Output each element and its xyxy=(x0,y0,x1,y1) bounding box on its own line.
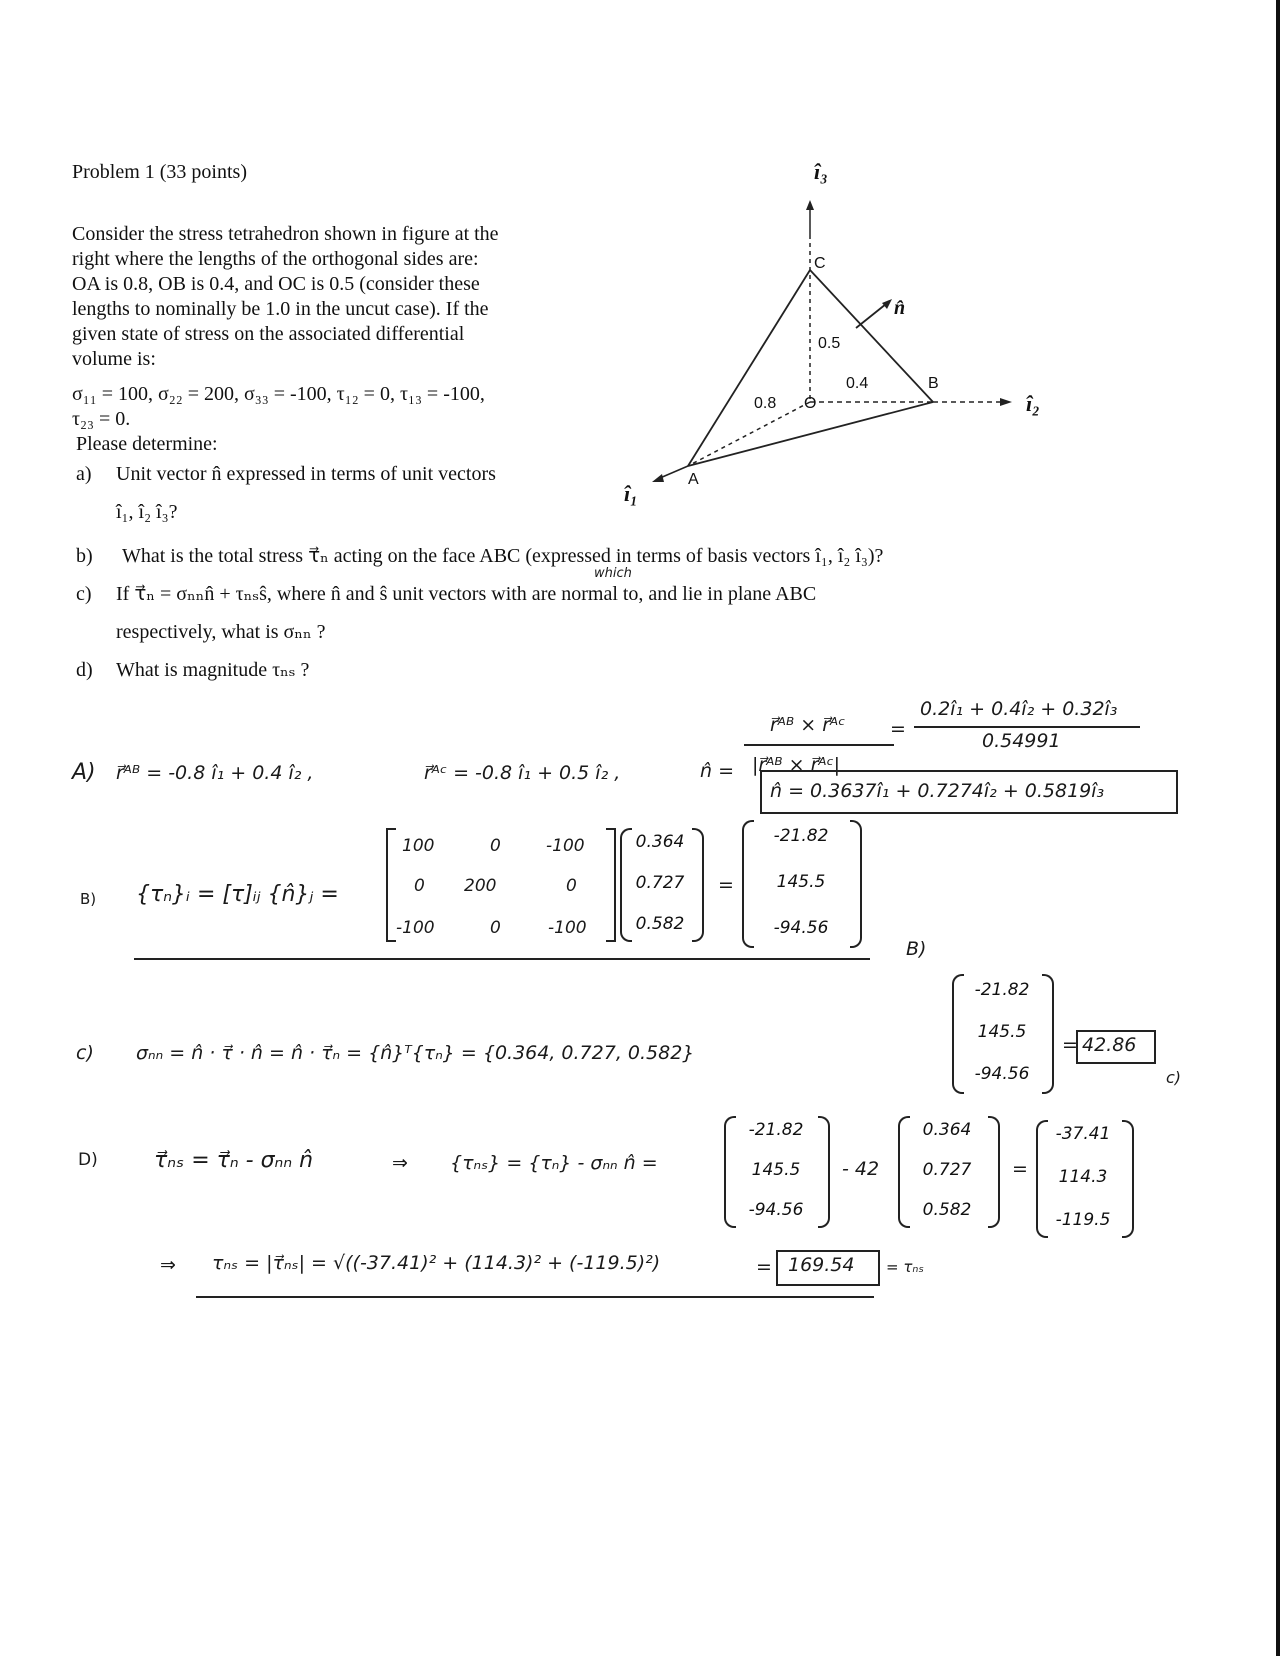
normal-vector-arrowhead xyxy=(882,299,892,309)
vector-rab: r⃗ᴬᴮ = -0.8 î₁ + 0.4 î₂ , xyxy=(116,762,314,784)
section-underline xyxy=(134,958,870,960)
which-annotation: which xyxy=(594,566,632,581)
question-a-text: î₁, î₂ î₃? xyxy=(116,501,178,523)
matrix-cell: -100 xyxy=(548,918,587,938)
matrix-cell: -100 xyxy=(396,918,435,938)
normal-vector-bracket-right xyxy=(692,828,704,942)
stress-matrix-bracket-left xyxy=(386,828,396,942)
length-ob-label: 0.4 xyxy=(846,375,869,392)
question-a-text: Unit vector n̂ expressed in terms of unit vectors xyxy=(116,463,496,485)
intro-line: volume is: xyxy=(72,348,156,370)
stress-state-line: σ₁₁ = 100, σ₂₂ = 200, σ₃₃ = -100, τ₁₂ = 0, τ₁₃ = -100, xyxy=(72,383,485,405)
shear-vector-definition: τ⃗ₙₛ = τ⃗ₙ - σₙₙ n̂ xyxy=(154,1148,314,1173)
vector-cell: 145.5 xyxy=(977,1022,1027,1042)
problem-title: Problem 1 (33 points) xyxy=(72,161,247,183)
length-oc-label: 0.5 xyxy=(818,335,841,352)
solution-d-label: D) xyxy=(78,1150,98,1170)
normal-stress-result: 42.86 xyxy=(1082,1034,1137,1056)
part-b-tag: B) xyxy=(906,938,927,960)
axis-i1-arrowhead xyxy=(652,474,664,482)
question-c-text: If τ⃗ₙ = σₙₙn̂ + τₙₛŝ, where n̂ and ŝ unit vectors with are normal to, and lie in plane ABC xyxy=(116,583,817,605)
matrix-cell: 0 xyxy=(490,918,501,938)
intro-line: right where the lengths of the orthogonal sides are: xyxy=(72,248,479,270)
page-edge xyxy=(1276,0,1280,1656)
part-c-tag: c) xyxy=(1166,1068,1182,1087)
vector-bracket-right xyxy=(1122,1120,1134,1238)
vector-cell: 0.364 xyxy=(922,1120,972,1140)
normal-lhs: n̂ = xyxy=(700,760,735,782)
intro-line: lengths to nominally be 1.0 in the uncut case). If the xyxy=(72,298,489,320)
length-oa-label: 0.8 xyxy=(754,395,777,412)
normal-vector-column xyxy=(628,832,692,934)
shear-result: 169.54 xyxy=(788,1254,855,1276)
solution-a-label: A) xyxy=(72,760,96,785)
matrix-cell: 100 xyxy=(402,836,435,856)
shear-column xyxy=(1044,1124,1122,1230)
vector-cell: -94.56 xyxy=(773,918,829,938)
matrix-cell: 0 xyxy=(414,876,425,896)
normal-stress-expression: σₙₙ = n̂ · τ⃗ · n̂ = n̂ · τ⃗ₙ = {n̂}ᵀ{τₙ} = {0.364, 0.727, 0.582} xyxy=(136,1042,695,1064)
matrix-cell: -100 xyxy=(546,836,585,856)
implies-arrow: ⇒ xyxy=(392,1152,408,1174)
axis-i2-label: î₂ xyxy=(1026,391,1040,416)
axis-i3-arrowhead xyxy=(806,200,814,210)
fraction-denominator: 0.54991 xyxy=(982,730,1061,752)
vector-cell: -119.5 xyxy=(1055,1210,1111,1230)
shear-vector-expression: {τₙₛ} = {τₙ} - σₙₙ n̂ = xyxy=(450,1152,658,1174)
traction-equation: {τₙ}ᵢ = [τ]ᵢⱼ {n̂}ⱼ = xyxy=(136,882,339,907)
vector-bracket-right xyxy=(818,1116,830,1228)
vector-bracket-right xyxy=(988,1116,1000,1228)
normal-numerator: r⃗ᴬᴮ × r⃗ᴬᶜ xyxy=(770,714,846,736)
normal-result: n̂ = 0.3637î₁ + 0.7274î₂ + 0.5819î₃ xyxy=(770,780,1105,802)
equals-sign: = xyxy=(756,1256,772,1278)
normal-denominator: |r⃗ᴬᴮ × r⃗ᴬᶜ| xyxy=(752,754,841,776)
vertex-o-label: O xyxy=(804,395,817,412)
normal-vector-line xyxy=(856,304,886,328)
axis-i1-label: î₁ xyxy=(624,481,638,506)
question-d-text: What is magnitude τₙₛ ? xyxy=(116,659,310,681)
stress-matrix-bracket-right xyxy=(606,828,616,942)
determine-label: Please determine: xyxy=(76,433,218,455)
matrix-cell: 0 xyxy=(566,876,577,896)
vector-cell: 0.727 xyxy=(922,1160,972,1180)
fraction-bar xyxy=(744,744,894,746)
traction-vector-bracket-right xyxy=(1042,974,1054,1094)
equals-sign: = xyxy=(1062,1034,1078,1056)
traction-vector-column xyxy=(960,980,1044,1084)
question-a-label: a) xyxy=(76,463,92,485)
vector-cell: -21.82 xyxy=(748,1120,804,1140)
vector-rac: r⃗ᴬᶜ = -0.8 î₁ + 0.5 î₂ , xyxy=(424,762,621,784)
vertex-c-label: C xyxy=(814,255,826,272)
section-underline xyxy=(196,1296,874,1298)
edge-oa xyxy=(688,402,810,466)
vector-cell: -21.82 xyxy=(974,980,1030,1000)
fraction-numerator: 0.2î₁ + 0.4î₂ + 0.32î₃ xyxy=(920,698,1118,720)
vector-cell: -37.41 xyxy=(1055,1124,1111,1144)
stress-state-line: τ₂₃ = 0. xyxy=(72,408,131,430)
vector-cell: -94.56 xyxy=(748,1200,804,1220)
equals-sign: = xyxy=(718,874,734,896)
implies-arrow: ⇒ xyxy=(160,1254,176,1276)
matrix-cell: 0 xyxy=(490,836,501,856)
equals-sign: = xyxy=(1012,1158,1028,1180)
vector-cell: 0.364 xyxy=(635,832,685,852)
vector-cell: 145.5 xyxy=(751,1160,801,1180)
equals-sign: = xyxy=(890,718,906,740)
axis-i2-arrowhead xyxy=(1000,398,1012,406)
question-c-text: respectively, what is σₙₙ ? xyxy=(116,621,326,643)
intro-line: OA is 0.8, OB is 0.4, and OC is 0.5 (consider these xyxy=(72,273,480,295)
vector-cell: 145.5 xyxy=(776,872,826,892)
shear-result-tail: = τₙₛ xyxy=(886,1258,924,1276)
normal-label: n̂ xyxy=(894,297,906,319)
vector-cell: 0.582 xyxy=(922,1200,972,1220)
vertex-b-label: B xyxy=(928,375,939,392)
vector-cell: 0.582 xyxy=(635,914,685,934)
normal-column xyxy=(906,1120,988,1220)
fraction-bar xyxy=(914,726,1140,728)
intro-line: Consider the stress tetrahedron shown in figure at the xyxy=(72,223,499,245)
axis-i3-label: î₃ xyxy=(814,159,828,184)
shear-magnitude-expression: τₙₛ = |τ⃗ₙₛ| = √((-37.41)² + (114.3)² + (-119.5)²) xyxy=(212,1252,661,1274)
vertex-a-label: A xyxy=(688,471,699,488)
question-c-label: c) xyxy=(76,583,92,605)
traction-column xyxy=(734,1120,818,1220)
minus-scalar: - 42 xyxy=(842,1158,880,1180)
question-b-text: What is the total stress τ⃗ₙ acting on the face ABC (expressed in terms of basis vectors î₁, î₂ î₃)? xyxy=(122,545,884,567)
vector-cell: -94.56 xyxy=(974,1064,1030,1084)
intro-line: given state of stress on the associated differential xyxy=(72,323,465,345)
vector-cell: 0.727 xyxy=(635,873,685,893)
question-b-label: b) xyxy=(76,545,93,567)
vector-cell: 114.3 xyxy=(1058,1167,1108,1187)
solution-b-label: B) xyxy=(80,890,97,908)
question-d-label: d) xyxy=(76,659,93,681)
traction-result-column xyxy=(752,826,850,938)
matrix-cell: 200 xyxy=(464,876,497,896)
axis-i1-line xyxy=(660,466,688,478)
solution-c-label: c) xyxy=(76,1042,94,1064)
edge-ca xyxy=(688,270,810,466)
traction-result-bracket-right xyxy=(850,820,862,948)
vector-cell: -21.82 xyxy=(773,826,829,846)
